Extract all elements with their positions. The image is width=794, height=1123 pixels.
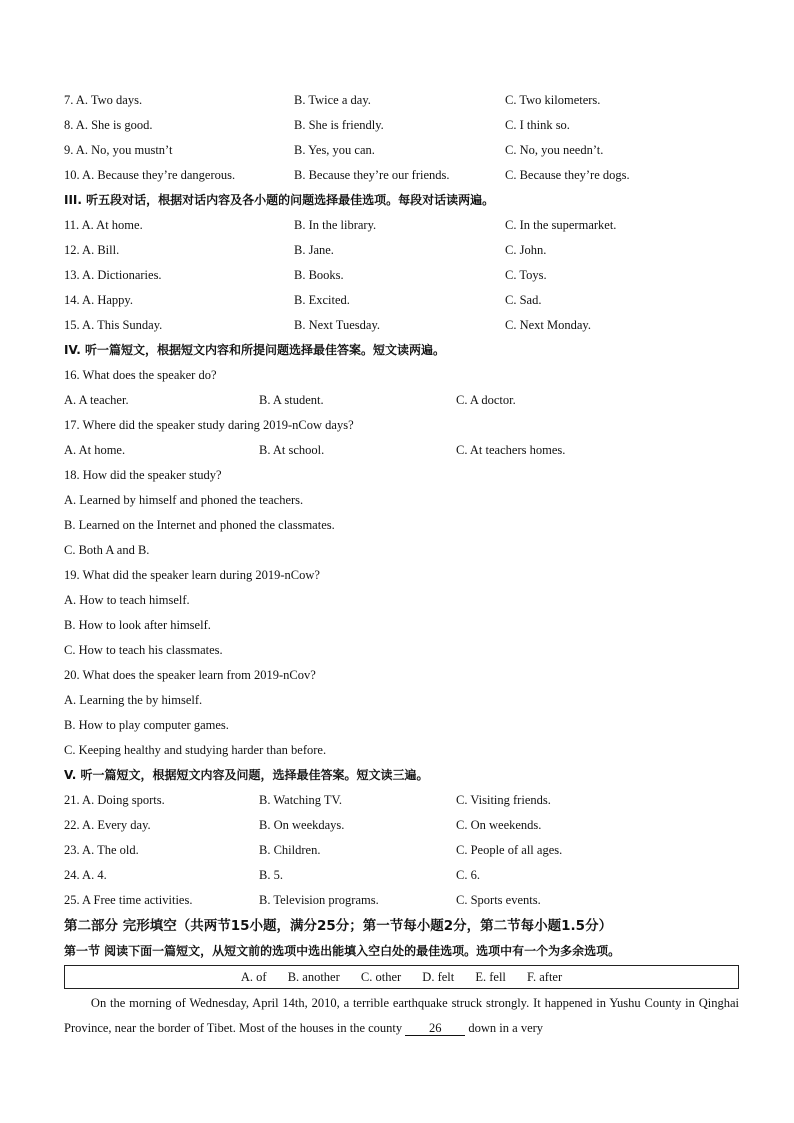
section-heading-v: V. 听一篇短文，根据短文内容及问题，选择最佳答案。短文读三遍。 bbox=[64, 768, 429, 782]
question-row bbox=[64, 288, 739, 313]
question-row bbox=[64, 138, 739, 163]
option-c: C. John. bbox=[505, 243, 547, 257]
option-c: C. 6. bbox=[456, 868, 480, 882]
option-b: B. She is friendly. bbox=[294, 118, 384, 132]
section-heading-iv: IV. 听一篇短文，根据短文内容和所提问题选择最佳答案。短文读两遍。 bbox=[64, 343, 445, 357]
option-c: C. People of all ages. bbox=[456, 843, 563, 857]
question-row bbox=[64, 113, 739, 138]
option-a: 7. A. Two days. bbox=[64, 93, 143, 107]
option-c: C. No, you needn’t. bbox=[505, 143, 604, 157]
question-row bbox=[64, 888, 739, 913]
option-a: A. How to teach himself. bbox=[64, 593, 190, 607]
option-c: C. Two kilometers. bbox=[505, 93, 601, 107]
option-a: 23. A. The old. bbox=[64, 843, 139, 857]
option-b: B. Twice a day. bbox=[294, 93, 371, 107]
option-c: C. How to teach his classmates. bbox=[64, 643, 223, 657]
option-a: 15. A. This Sunday. bbox=[64, 318, 163, 332]
word-bank-box bbox=[64, 965, 739, 989]
word-option: D. felt bbox=[422, 970, 455, 984]
option-b: B. Watching TV. bbox=[259, 793, 343, 807]
option-c: C. A doctor. bbox=[456, 393, 516, 407]
option-b: B. Books. bbox=[294, 268, 344, 282]
option-c: C. Because they’re dogs. bbox=[505, 168, 630, 182]
question-row bbox=[64, 863, 739, 888]
question-stem: 16. What does the speaker do? bbox=[64, 368, 217, 382]
option-c: C. Sports events. bbox=[456, 893, 541, 907]
option-c: C. On weekends. bbox=[456, 818, 542, 832]
blank-26: 26 bbox=[405, 1021, 465, 1036]
option-a: 14. A. Happy. bbox=[64, 293, 133, 307]
question-row bbox=[64, 813, 739, 838]
option-b: B. Learned on the Internet and phoned the classmates. bbox=[64, 518, 335, 532]
option-b: B. Children. bbox=[259, 843, 321, 857]
exam-page bbox=[64, 88, 739, 1041]
option-a: 24. A. 4. bbox=[64, 868, 107, 882]
question-row bbox=[64, 213, 739, 238]
option-c: C. Both A and B. bbox=[64, 543, 150, 557]
option-b: B. At school. bbox=[259, 443, 325, 457]
question-stem: 20. What does the speaker learn from 2019-nCov? bbox=[64, 668, 316, 682]
section-heading-iii: III. 听五段对话，根据对话内容及各小题的问题选择最佳选项。每段对话读两遍。 bbox=[64, 193, 495, 207]
option-c: C. Toys. bbox=[505, 268, 547, 282]
option-b: B. How to look after himself. bbox=[64, 618, 211, 632]
option-c: C. Sad. bbox=[505, 293, 542, 307]
option-a: A. Learned by himself and phoned the teachers. bbox=[64, 493, 304, 507]
question-row bbox=[64, 163, 739, 188]
option-c: C. In the supermarket. bbox=[505, 218, 617, 232]
word-option: B. another bbox=[287, 970, 340, 984]
question-row bbox=[64, 313, 739, 338]
option-a: A. A teacher. bbox=[64, 393, 129, 407]
option-a: A. Learning the by himself. bbox=[64, 693, 203, 707]
option-b: B. Television programs. bbox=[259, 893, 379, 907]
option-a: 8. A. She is good. bbox=[64, 118, 153, 132]
passage-text-end: down in a very bbox=[465, 1021, 544, 1035]
option-b: B. Jane. bbox=[294, 243, 334, 257]
option-a: 9. A. No, you mustn’t bbox=[64, 143, 173, 157]
option-a: 11. A. At home. bbox=[64, 218, 143, 232]
option-c: C. At teachers homes. bbox=[456, 443, 566, 457]
option-a: 22. A. Every day. bbox=[64, 818, 151, 832]
option-b: B. Next Tuesday. bbox=[294, 318, 381, 332]
question-row bbox=[64, 238, 739, 263]
option-b: B. On weekdays. bbox=[259, 818, 345, 832]
passage-text: On the morning of Wednesday, April 14th, 2010, a terrible earthquake struck strongly. It happened in Yushu County in Qinghai Province, near the border of Tibet. Most of the houses in the county bbox=[64, 996, 740, 1035]
option-c: C. I think so. bbox=[505, 118, 570, 132]
option-b: B. Because they’re our friends. bbox=[294, 168, 450, 182]
option-a: 12. A. Bill. bbox=[64, 243, 120, 257]
option-b: B. 5. bbox=[259, 868, 283, 882]
option-b: B. In the library. bbox=[294, 218, 377, 232]
question-row bbox=[64, 438, 739, 463]
option-a: 13. A. Dictionaries. bbox=[64, 268, 162, 282]
part-two-section-one-heading: 第一节 阅读下面一篇短文，从短文前的选项中选出能填入空白处的最佳选项。选项中有一个为多余选项。 bbox=[64, 944, 621, 958]
question-row bbox=[64, 838, 739, 863]
question-stem: 17. Where did the speaker study daring 2019-nCow days? bbox=[64, 418, 354, 432]
word-option: C. other bbox=[360, 970, 402, 984]
word-option: A. of bbox=[240, 970, 267, 984]
question-stem: 18. How did the speaker study? bbox=[64, 468, 222, 482]
option-a: 21. A. Doing sports. bbox=[64, 793, 165, 807]
question-row bbox=[64, 88, 739, 113]
word-option: F. after bbox=[527, 970, 563, 984]
option-b: B. How to play computer games. bbox=[64, 718, 229, 732]
question-stem: 19. What did the speaker learn during 2019-nCow? bbox=[64, 568, 320, 582]
option-b: B. A student. bbox=[259, 393, 324, 407]
cloze-passage bbox=[64, 991, 739, 1041]
option-b: B. Excited. bbox=[294, 293, 350, 307]
part-two-heading: 第二部分 完形填空（共两节15小题，满分25分；第一节每小题2分，第二节每小题1.5分） bbox=[64, 918, 613, 934]
option-a: 10. A. Because they’re dangerous. bbox=[64, 168, 236, 182]
option-c: C. Keeping healthy and studying harder than before. bbox=[64, 743, 327, 757]
question-row bbox=[64, 388, 739, 413]
option-c: C. Next Monday. bbox=[505, 318, 591, 332]
option-a: 25. A Free time activities. bbox=[64, 893, 193, 907]
question-row bbox=[64, 788, 739, 813]
question-row bbox=[64, 263, 739, 288]
word-option: E. fell bbox=[475, 970, 506, 984]
option-a: A. At home. bbox=[64, 443, 126, 457]
option-b: B. Yes, you can. bbox=[294, 143, 375, 157]
option-c: C. Visiting friends. bbox=[456, 793, 551, 807]
